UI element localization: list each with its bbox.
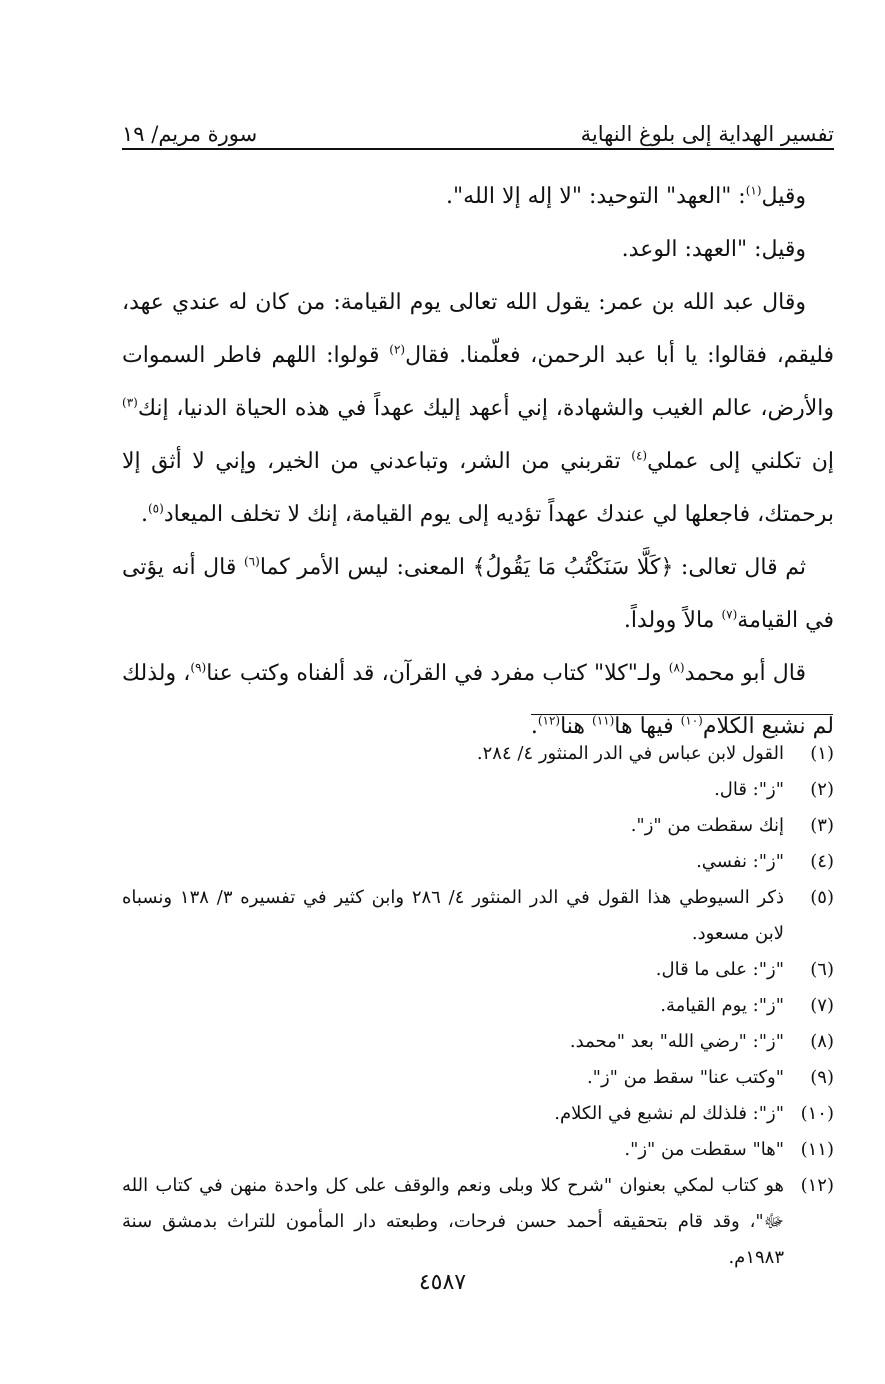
footnote-number: (١٠)	[800, 1103, 834, 1124]
footnote-number: (٦)	[810, 959, 834, 980]
footnote-number: (٢)	[810, 779, 834, 800]
footnote-ref: (١)	[745, 183, 762, 198]
footnote-ref: (٥)	[147, 501, 164, 516]
footnote-item	[122, 844, 834, 880]
paragraph-1	[122, 170, 834, 223]
footnote-item	[122, 772, 834, 808]
text-run: إن تكلني إلى عملي	[647, 449, 834, 474]
footnote-text: هو كتاب لمكي بعنوان "شرح كلا وبلى ونعم والوقف على كل واحدة منهن في كتاب الله ﷻ"، وقد قام بتحقيقه أحمد حسن فرحات، وطبعته دار المأمون للتراث بدمشق سنة ١٩٨٣م.	[122, 1175, 784, 1268]
footnote-text: "ز": على ما قال.	[655, 959, 784, 980]
footnote-number: (١١)	[800, 1139, 834, 1160]
footnote-text: إنك سقطت من "ز".	[630, 815, 784, 836]
text-run: فيها ها	[614, 714, 681, 739]
footnote-item	[122, 736, 834, 772]
footnote-number: (٥)	[810, 887, 834, 908]
footnote-number: (٧)	[810, 995, 834, 1016]
footnote-ref: (٧)	[721, 607, 738, 622]
footnote-ref: (٦)	[243, 554, 260, 569]
text-run: ثم قال تعالى: ﴿كَلَّا سَنَكْتُبُ مَا يَقُولُ﴾ المعنى: ليس الأمر كما	[259, 555, 806, 580]
text-run: قال أبو محمد	[684, 661, 807, 686]
footnote-item	[122, 1024, 834, 1060]
footnote-number: (٤)	[810, 851, 834, 872]
text-run: قال أنه يؤتى في القيامة	[122, 555, 834, 633]
text-run: تقربني من الشر، وتباعدني من الخير، وإني لا أثق إلا برحمتك، فاجعلها لي عندك عهداً تؤديه إلى يوم القيامة، إنك لا تخلف الميعاد	[122, 449, 834, 527]
paragraph-4	[122, 541, 834, 647]
footnote-ref: (١١)	[592, 713, 615, 728]
footnote-ref: (٨)	[668, 660, 685, 675]
footnote-item	[122, 1132, 834, 1168]
paragraph-3	[122, 276, 834, 541]
footnote-number: (١)	[810, 743, 834, 764]
footnote-number: (٣)	[810, 815, 834, 836]
text-run: وقال عبد الله بن عمر: يقول الله تعالى يوم القيامة: من كان له عندي عهد، فليقم، فقالوا: يا أبا عبد الرحمن، فعلّمنا. فقال	[122, 290, 835, 368]
footnote-number: (٩)	[810, 1067, 834, 1088]
footnote-number: (١٢)	[800, 1175, 834, 1196]
footnote-item	[122, 988, 834, 1024]
paragraph-2	[122, 223, 834, 276]
footnote-text: ذكر السيوطي هذا القول في الدر المنثور ٤/ ٢٨٦ وابن كثير في تفسيره ٣/ ١٣٨ ونسباه لابن مسعود.	[122, 887, 785, 944]
text-run: ، ولذلك لم نشبع الكلام	[122, 661, 834, 739]
footnote-ref: (٩)	[190, 660, 207, 675]
footnote-text: "ز": "رضي الله" بعد "محمد.	[569, 1031, 784, 1052]
footnote-ref: (١٢)	[537, 713, 561, 728]
book-title: تفسير الهداية إلى بلوغ النهاية	[580, 122, 834, 146]
text-run: وقيل	[761, 184, 806, 209]
text-run: : "العهد" التوحيد: "لا إله إلا الله".	[446, 184, 746, 209]
page-number: ٤٥٨٧	[418, 1270, 467, 1295]
footnote-ref: (٤)	[631, 448, 648, 463]
footnote-text: "ز": يوم القيامة.	[660, 995, 784, 1016]
footnote-item	[122, 808, 834, 844]
text-run: مالاً وولداً.	[623, 608, 722, 633]
text-run: .	[140, 502, 148, 527]
footnote-separator	[531, 714, 833, 715]
footnote-text: "ز": نفسي.	[696, 851, 784, 872]
footnote-text: "ها" سقطت من "ز".	[624, 1139, 784, 1160]
footnotes	[122, 736, 834, 1276]
text-run: قولوا: اللهم فاطر السموات والأرض، عالم الغيب والشهادة، إني أعهد إليك عهداً في هذه الحياة الدنيا، إنك	[122, 343, 834, 421]
footnote-item	[122, 1096, 834, 1132]
text-run: ولـ"كلا" كتاب مفرد في القرآن، قد ألفناه وكتب عنا	[206, 661, 669, 686]
text-run: هنا	[560, 714, 593, 739]
footnote-item	[122, 1168, 834, 1276]
footnote-item	[122, 1060, 834, 1096]
footnote-text: "وكتب عنا" سقط من "ز".	[586, 1067, 784, 1088]
footnote-text: القول لابن عباس في الدر المنثور ٤/ ٢٨٤.	[476, 743, 784, 764]
footnote-ref: (٢)	[389, 342, 406, 357]
footnote-text: "ز": فلذلك لم نشبع في الكلام.	[554, 1103, 784, 1124]
surah-label: سورة مريم/ ١٩	[122, 122, 258, 146]
footnote-text: "ز": قال.	[714, 779, 784, 800]
footnote-item	[122, 952, 834, 988]
text-run: .	[530, 714, 538, 739]
footnote-ref: (٣)	[122, 395, 138, 410]
footnote-item	[122, 880, 834, 952]
main-text	[122, 170, 834, 753]
footnote-number: (٨)	[810, 1031, 834, 1052]
footnote-ref: (١٠)	[680, 713, 703, 728]
text-run: وقيل: "العهد: الوعد.	[621, 237, 806, 262]
running-header	[122, 110, 834, 150]
